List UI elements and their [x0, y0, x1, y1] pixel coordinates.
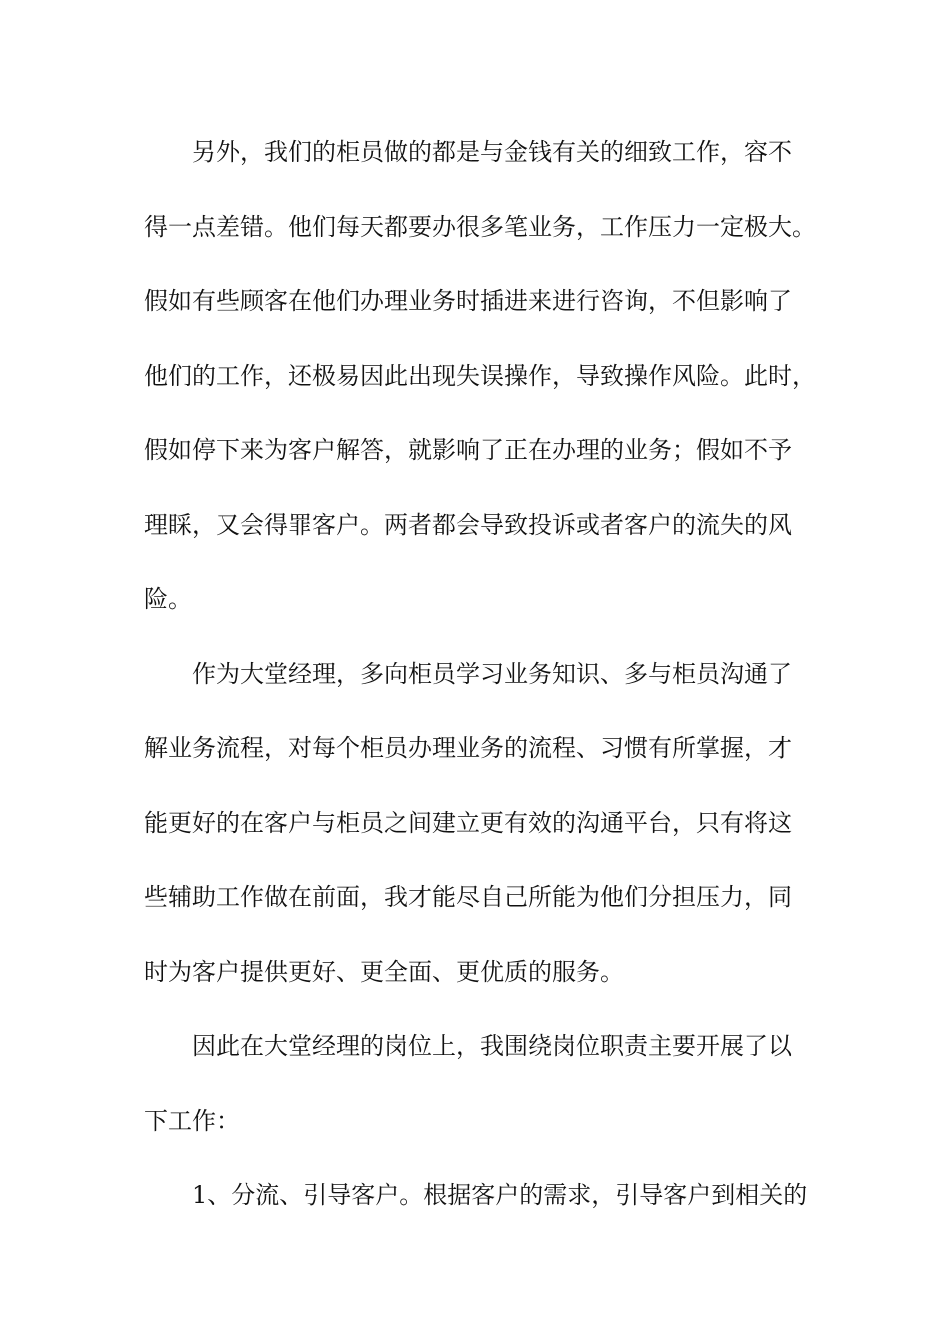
paragraph-line: 时为客户提供更好、更全面、更优质的服务。	[144, 958, 624, 986]
paragraph-line: 能更好的在客户与柜员之间建立更有效的沟通平台，只有将这	[144, 809, 792, 837]
paragraph-line: 理睬，又会得罪客户。两者都会导致投诉或者客户的流失的风	[144, 511, 792, 539]
paragraph-line: 假如有些顾客在他们办理业务时插进来进行咨询，不但影响了	[144, 287, 792, 315]
paragraph-line: 险。	[144, 585, 192, 613]
paragraph-line: 解业务流程，对每个柜员办理业务的流程、习惯有所掌握，才	[144, 734, 792, 762]
paragraph-line: 些辅助工作做在前面，我才能尽自己所能为他们分担压力，同	[144, 883, 792, 911]
paragraph-line: 假如停下来为客户解答，就影响了正在办理的业务；假如不予	[144, 436, 792, 464]
paragraph-line: 1、分流、引导客户。根据客户的需求，引导客户到相关的	[192, 1181, 808, 1209]
paragraph-line: 作为大堂经理，多向柜员学习业务知识、多与柜员沟通了	[192, 660, 792, 688]
paragraph-line: 下工作：	[144, 1107, 240, 1135]
paragraph-line: 另外，我们的柜员做的都是与金钱有关的细致工作，容不	[192, 138, 792, 166]
paragraph-line: 他们的工作，还极易因此出现失误操作，导致操作风险。此时，	[144, 362, 816, 390]
paragraph-line: 因此在大堂经理的岗位上，我围绕岗位职责主要开展了以	[192, 1032, 792, 1060]
paragraph-line: 得一点差错。他们每天都要办很多笔业务，工作压力一定极大。	[144, 213, 816, 241]
